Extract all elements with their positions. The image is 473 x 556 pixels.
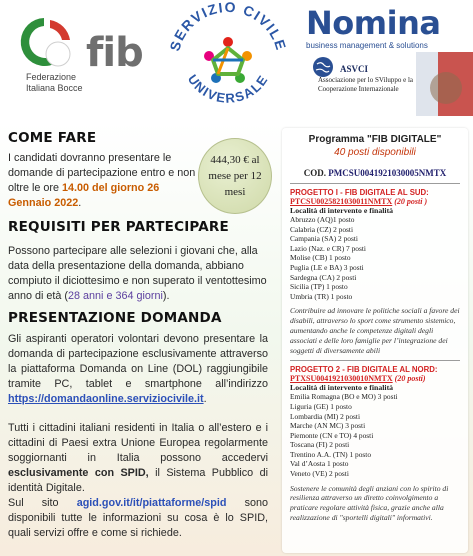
location-item: Liguria (GE) 1 posto [290, 401, 352, 411]
location-item: Emilia Romagna (BO e MO) 3 posti [290, 392, 398, 402]
requisiti-text-end: ). [162, 290, 170, 302]
scu-top-text: SERVIZIO CIVILE [166, 0, 290, 53]
location-item: Lombardia (MI) 2 posti [290, 411, 360, 421]
location-item: Veneto (VE) 2 posti [290, 469, 349, 479]
stipend-line2: mese per 12 [208, 170, 262, 182]
presentazione-paragraph-1 [8, 332, 268, 407]
programma-code-value: PMCSU0041921030005NMTX [328, 168, 447, 178]
presentazione-p2-text: Tutti i cittadini italiani residenti in Italia o all’estero e i cittadini di Paesi extra Unione Europea regolarmente soggiornanti in Italia possono accedervi [8, 422, 268, 464]
nomina-wordmark: Nomina [306, 4, 441, 42]
spid-requirement: esclusivamente con SPID, [8, 467, 149, 479]
age-limit: 28 anni e 364 giorni [68, 290, 163, 302]
location-item: Molise (CB) 1 posto [290, 253, 351, 263]
progetto-sud-description: Contribuire ad innovare le politiche sociali a favore dei disabili, attraverso lo sport come strumento sistemico, aumentando anche le competenze digitali degli associati e delle loro famiglie per l’integrazione dei soggetti di diversamente abili [290, 306, 460, 355]
presentazione-paragraph-2 [8, 421, 268, 496]
fib-logo-mark [14, 14, 78, 70]
fib-name-line2: Italiana Bocce [26, 83, 83, 93]
come-fare-text [8, 151, 196, 211]
link-period: . [203, 393, 207, 405]
fib-wordmark: fib [86, 30, 143, 76]
location-item: Lazio (Naz. e CR) 7 posti [290, 243, 366, 253]
location-item: Marche (AN MC) 3 posti [290, 421, 366, 431]
programma-code [290, 168, 460, 178]
location-item: Sicilia (TP) 1 posto [290, 282, 348, 292]
come-fare-heading: COME FARE [8, 130, 97, 146]
svg-text:UNIVERSALE [185, 72, 271, 106]
presentazione-p1-text: Gli aspiranti operatori volontari devono presentare la domanda di partecipazione esclusivamente attraverso la piattaforma Domanda on Line (DOL) raggiungibile tramite PC, tablet e smartphone all’indirizzo [8, 333, 268, 390]
location-item: Abruzzo (AQ)1 posto [290, 215, 355, 224]
divider [290, 360, 460, 361]
asvci-name: ASVCI [340, 64, 369, 74]
requisiti-text-main: Possono partecipare alle selezioni i giovani che, alla data della presentazione della domanda, abbiano compiuto il diciottesimo e non superato il ventottesimo anno di età ( [8, 245, 267, 302]
asvci-description-line2: Cooperazione Internazionale [318, 85, 399, 93]
progetto-nord-posti: (20 posti) [394, 374, 426, 384]
progetto-sud-code-value: PTCSU0025821030011NMTX [290, 197, 393, 206]
presentazione-heading: PRESENTAZIONE DOMANDA [8, 310, 222, 326]
divider [290, 183, 460, 184]
location-item: Calabria (CZ) 2 posti [290, 224, 354, 234]
presentazione-p2-end: il Sistema Pubblico di identità Digitale. [8, 467, 268, 494]
progetto-sud-loc-heading: Località di intervento e finalità [290, 206, 394, 215]
asvci-description-line1: Associazione per lo SViluppo e la [318, 76, 414, 84]
fib-name-line1: Federazione [26, 72, 77, 82]
stipend-text [208, 152, 261, 200]
stipend-line3: mesi [224, 186, 246, 198]
progetto-sud-title: PROGETTO I - FIB DIGITALE AL SUD: [290, 188, 429, 197]
location-item: Sardegna (CA) 2 posti [290, 272, 357, 282]
asvci-globe-icon [312, 56, 334, 78]
nomina-tagline: business management & solutions [306, 41, 428, 50]
deadline: 14.00 del giorno 26 Gennaio 2022 [8, 182, 160, 209]
servizio-civile-universale-logo [162, 0, 294, 120]
presentazione-p3-end: sono disponibili tutte le informazioni su cosa è lo SPID, quali servizi offre e come si richiede. [8, 497, 269, 539]
progetto-nord-title: PROGETTO 2 - FIB DIGITALE AL NORD: [290, 365, 438, 375]
scu-bottom-text: UNIVERSALE [184, 71, 272, 106]
progetto-nord-locations [290, 392, 460, 478]
spid-site-link[interactable]: agid.gov.it/it/piattaforme/spid [76, 497, 227, 509]
programma-posti: 40 posti disponibili [334, 147, 416, 158]
requisiti-text [8, 244, 268, 304]
progetto-nord-loc-heading: Località di intervento e finalità [290, 383, 394, 393]
programma-title: Programma "FIB DIGITALE" [308, 134, 442, 145]
progetto-nord-description: Sostenere le comunità degli anziani con lo spirito di resilienza attraverso un diretto coinvolgimento a praticare regolare attività fisica, grazie anche alla realizzazione di "sportelli digitali" informativi. [290, 483, 449, 523]
stipend-line1: 444,30 € al [210, 154, 260, 166]
come-fare-text-end: . [78, 197, 82, 209]
programma-code-label: COD. [303, 168, 329, 178]
location-item: Puglia (LE e BA) 3 posti [290, 262, 364, 272]
progetto-sud-posti: (20 posti ) [394, 197, 428, 206]
progetto-sud-code [290, 197, 460, 206]
location-item: Val d’Aosta 1 posto [290, 459, 349, 469]
come-fare-text-main: I candidati dovranno presentare le domande di partecipazione entro e non oltre le ore [8, 152, 196, 194]
requisiti-heading: REQUISITI PER PARTECIPARE [8, 219, 229, 235]
location-item: Piemonte (CN e TO) 4 posti [290, 430, 374, 440]
presentazione-paragraph-3 [8, 496, 268, 541]
programma-panel [282, 128, 468, 553]
location-item: Umbria (TR) 1 posto [290, 291, 353, 301]
location-item: Toscana (FI) 2 posti [290, 440, 350, 450]
location-item: Campania (SA) 2 posti [290, 234, 358, 244]
progetto-nord [290, 365, 460, 523]
progetto-sud [290, 188, 460, 355]
presentazione-p3-text: Sul sito [8, 497, 77, 509]
progetto-sud-locations [290, 215, 460, 301]
location-item: Trentino A.A. (TN) 1 posto [290, 449, 372, 459]
progetto-nord-code [290, 374, 460, 383]
progetto-nord-code-value: PTXSU0041921030010NMTX [290, 374, 393, 384]
stipend-badge [198, 138, 272, 214]
domanda-online-link[interactable]: https://domandaonline.serviziocivile.it [8, 393, 204, 405]
decorative-graphic [416, 52, 473, 116]
